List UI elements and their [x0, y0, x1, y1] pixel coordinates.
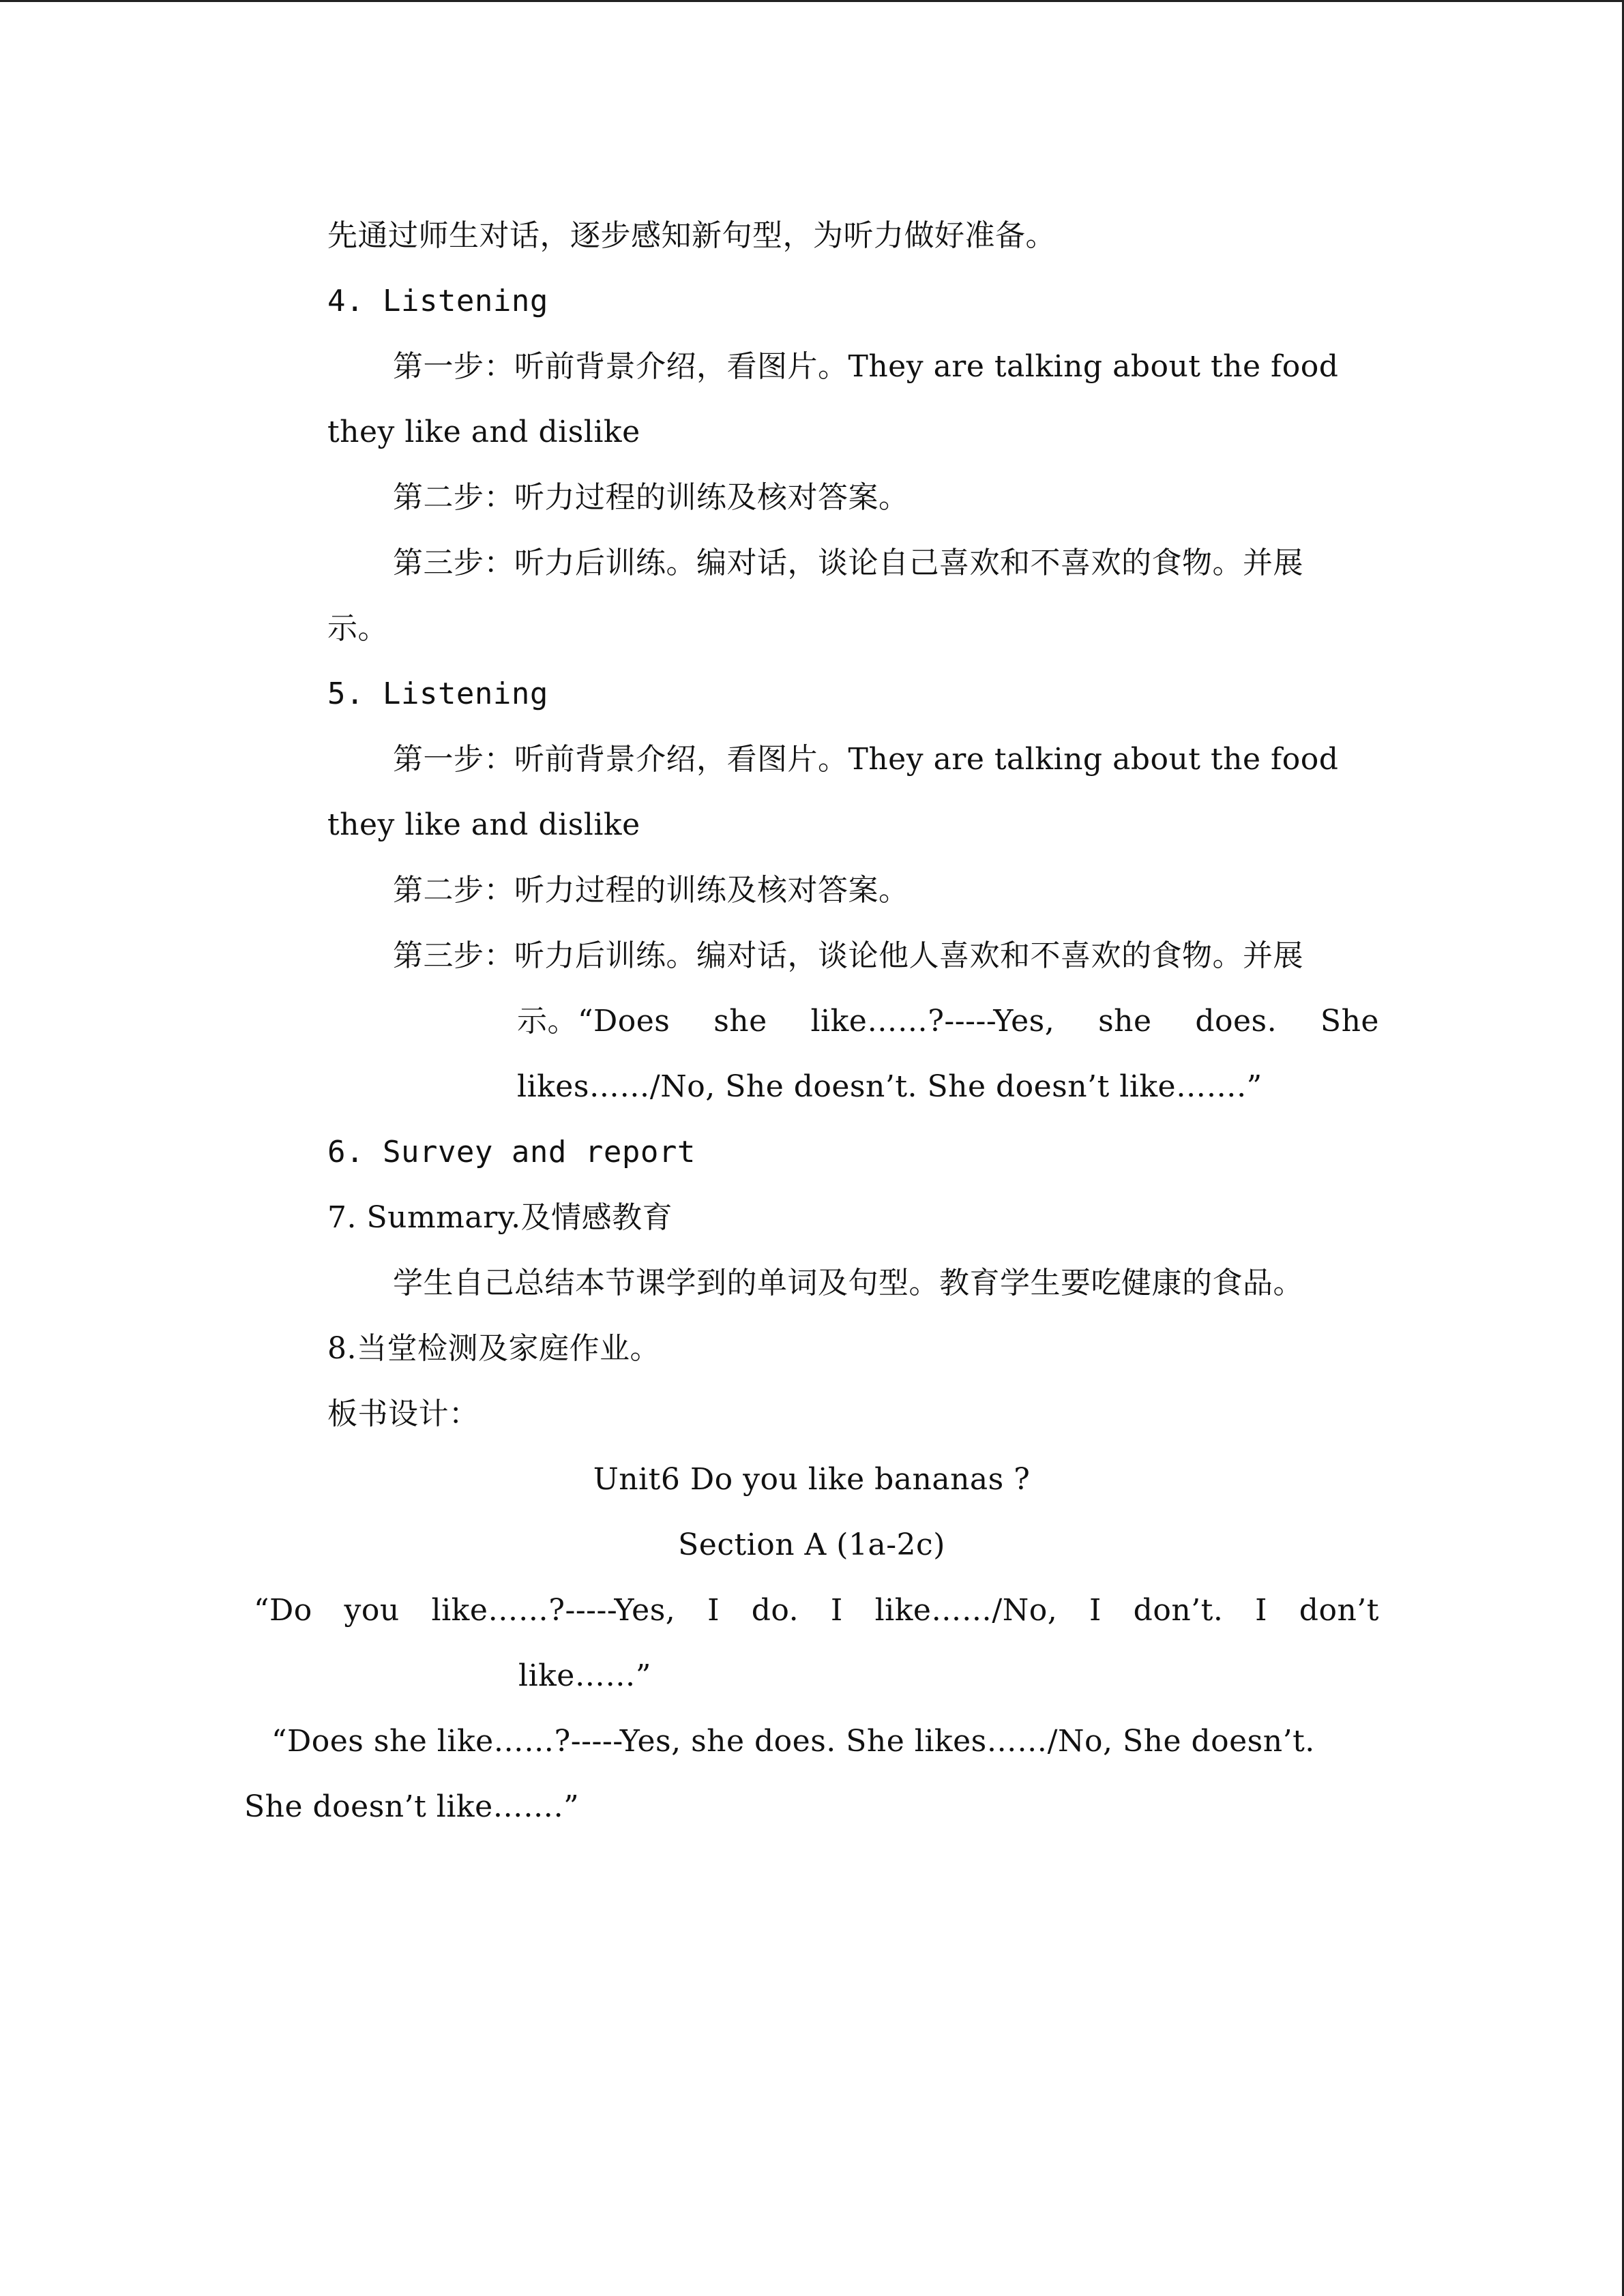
word: she — [713, 1004, 767, 1039]
word: don’t — [1299, 1593, 1379, 1628]
listening5-step1-line1: 第一步：听前背景介绍，看图片。They are talking about the food — [393, 742, 1339, 777]
word: you — [344, 1593, 400, 1628]
listening5-step3-line2 — [517, 989, 1379, 1054]
word: 示。“Does — [517, 1004, 670, 1039]
listening4-step3-line1: 第三步：听力后训练。编对话，谈论自己喜欢和不喜欢的食物。并展 — [393, 546, 1303, 580]
word: like……/No, — [874, 1593, 1058, 1628]
survey-line: 6. Survey and report — [327, 1135, 696, 1169]
board-unit-title: Unit6 Do you like bananas ? — [593, 1462, 1031, 1497]
board-sentence1-line1 — [254, 1578, 1379, 1643]
word: She — [1320, 1004, 1379, 1039]
listening4-step1-line2: they like and dislike — [327, 415, 640, 449]
board-sentence2-line1: “Does she like……?-----Yes, she does. She likes……/No, She doesn’t. — [271, 1724, 1315, 1759]
page-border-top — [0, 0, 1624, 2]
word: does. — [1195, 1004, 1278, 1039]
word: like……?-----Yes, — [810, 1004, 1055, 1039]
listening4-step3-line2: 示。 — [327, 611, 388, 646]
listening5-heading: 5. Listening — [327, 676, 548, 711]
word: I — [830, 1593, 843, 1628]
word: I — [1255, 1593, 1267, 1628]
word: I — [707, 1593, 720, 1628]
word: like……?-----Yes, — [431, 1593, 676, 1628]
board-sentence2-line2: She doesn’t like…….” — [244, 1789, 580, 1824]
board-sentence1-line2: like……” — [518, 1658, 651, 1693]
board-heading: 板书设计： — [327, 1397, 479, 1431]
summary-body: 学生自己总结本节课学到的单词及句型。教育学生要吃健康的食品。 — [393, 1266, 1303, 1300]
word: “Do — [254, 1593, 312, 1628]
board-section-title: Section A (1a-2c) — [678, 1527, 945, 1562]
word: don’t. — [1133, 1593, 1224, 1628]
listening4-step1-line1: 第一步：听前背景介绍，看图片。They are talking about the food — [393, 349, 1339, 384]
intro-line: 先通过师生对话，逐步感知新句型，为听力做好准备。 — [327, 218, 1056, 253]
listening5-step3-line3: likes……/No, She doesn’t. She doesn’t like…….” — [517, 1069, 1263, 1104]
word: she — [1098, 1004, 1152, 1039]
homework-line: 8.当堂检测及家庭作业。 — [327, 1331, 660, 1366]
word: I — [1089, 1593, 1102, 1628]
listening5-step1-line2: they like and dislike — [327, 807, 640, 842]
listening4-heading: 4. Listening — [327, 284, 548, 318]
listening4-step2: 第二步：听力过程的训练及核对答案。 — [393, 480, 909, 515]
listening5-step3-line1: 第三步：听力后训练。编对话，谈论他人喜欢和不喜欢的食物。并展 — [393, 938, 1303, 973]
word: do. — [751, 1593, 799, 1628]
listening5-step2: 第二步：听力过程的训练及核对答案。 — [393, 873, 909, 908]
summary-heading: 7. Summary.及情感教育 — [327, 1200, 673, 1235]
